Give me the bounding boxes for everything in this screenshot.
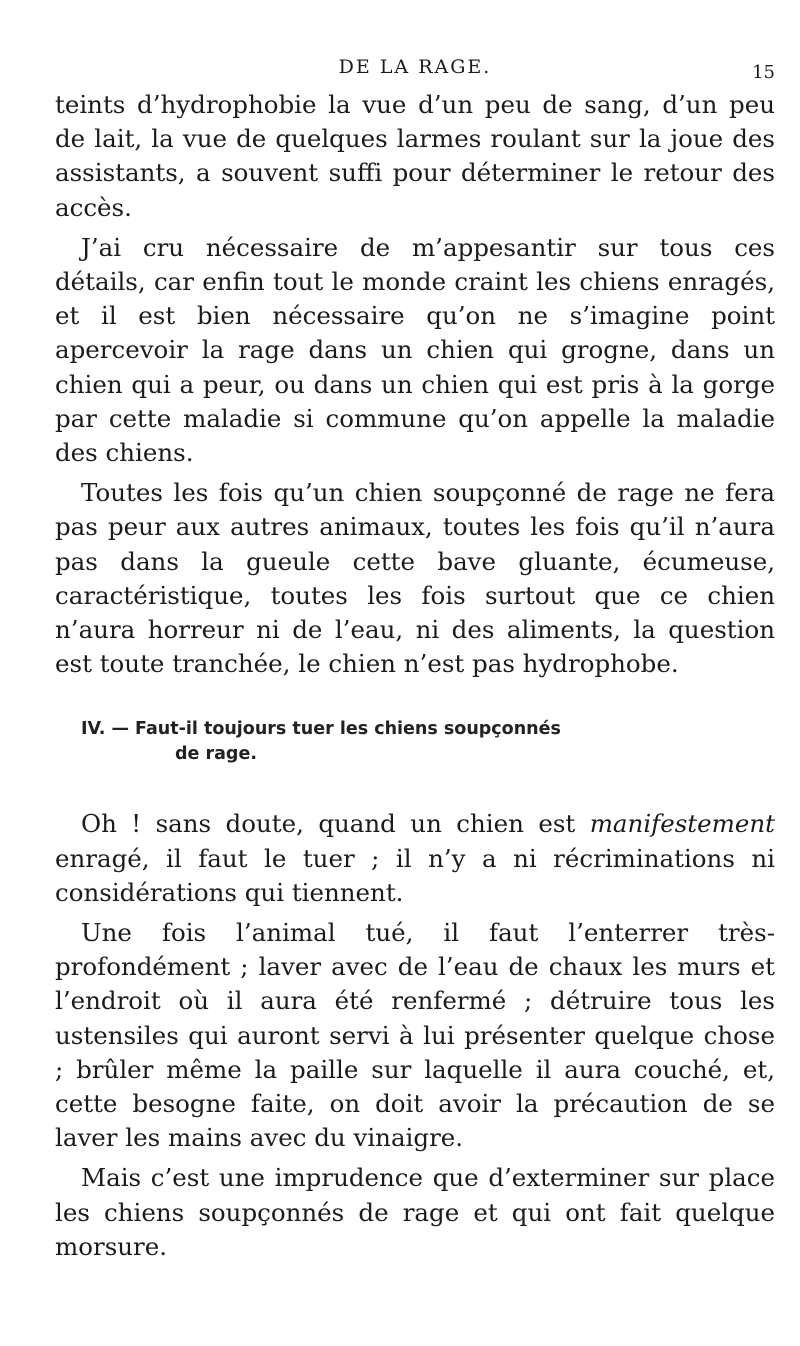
page-number: 15 xyxy=(752,62,775,83)
text-block xyxy=(55,88,775,1264)
paragraph-suspected-dog: Toutes les fois qu’un chien soupçonné de rage ne fera pas peur aux autres animaux, toutes les fois qu’il n’aura pas dans la gueule cette bave gluante, écumeuse, caractéristique, toutes les fois surtout que ce chien n’aura horreur ni de l’eau, ni des aliments, la question est toute tranchée, le chien n’est pas hydrophobe. xyxy=(55,478,775,679)
paragraph-burial: Une fois l’animal tué, il faut l’enterrer très-profondément ; laver avec de l’eau de chaux les murs et l’endroit où il aura été renfermé ; détruire tous les ustensiles qui auront servi à lui présenter quelque chose ; brûler même la paille sur laquelle il aura couché, et, cette besogne faite, on doit avoir la précaution de se laver les mains avec du vinaigre. xyxy=(55,918,775,1153)
paragraph-manifest-end: enragé, il faut le tuer ; il n’y a ni récriminations ni considérations qui tiennent. xyxy=(55,843,775,907)
section-number: IV. — xyxy=(81,719,130,740)
paragraph-details: J’ai cru nécessaire de m’appesantir sur tous ces détails, car enfin tout le monde craint les chiens enragés, et il est bien nécessaire qu’on ne s’imagine point apercevoir la rage dans un chien qui grogne, dans un chien qui a peur, ou dans un chien qui est pris à la gorge par cette maladie si commune qu’on appelle la maladie des chiens. xyxy=(55,232,775,468)
section-title-line1: Faut-il toujours tuer les chiens soupçonnés xyxy=(135,719,561,740)
paragraph-manifest-start: Oh ! sans doute, quand un chien est xyxy=(81,809,590,839)
section-title-line2: de rage. xyxy=(175,744,257,765)
paragraph-continuation: teints d’hydrophobie la vue d’un peu de sang, d’un peu de lait, la vue de quelques larmes roulant sur la joue des assistants, a souvent suffi pour déterminer le retour des accès. xyxy=(55,90,775,222)
emphasis-manifestement: manifestement xyxy=(589,809,775,839)
section-heading xyxy=(55,717,775,767)
paragraph-imprudence: Mais c’est une imprudence que d’exterminer sur place les chiens soupçonnés de rage et qui ont fait quelque morsure. xyxy=(55,1163,775,1261)
paragraph-manifest xyxy=(55,807,775,910)
running-title: DE LA RAGE. xyxy=(338,56,492,78)
running-head xyxy=(55,56,775,86)
